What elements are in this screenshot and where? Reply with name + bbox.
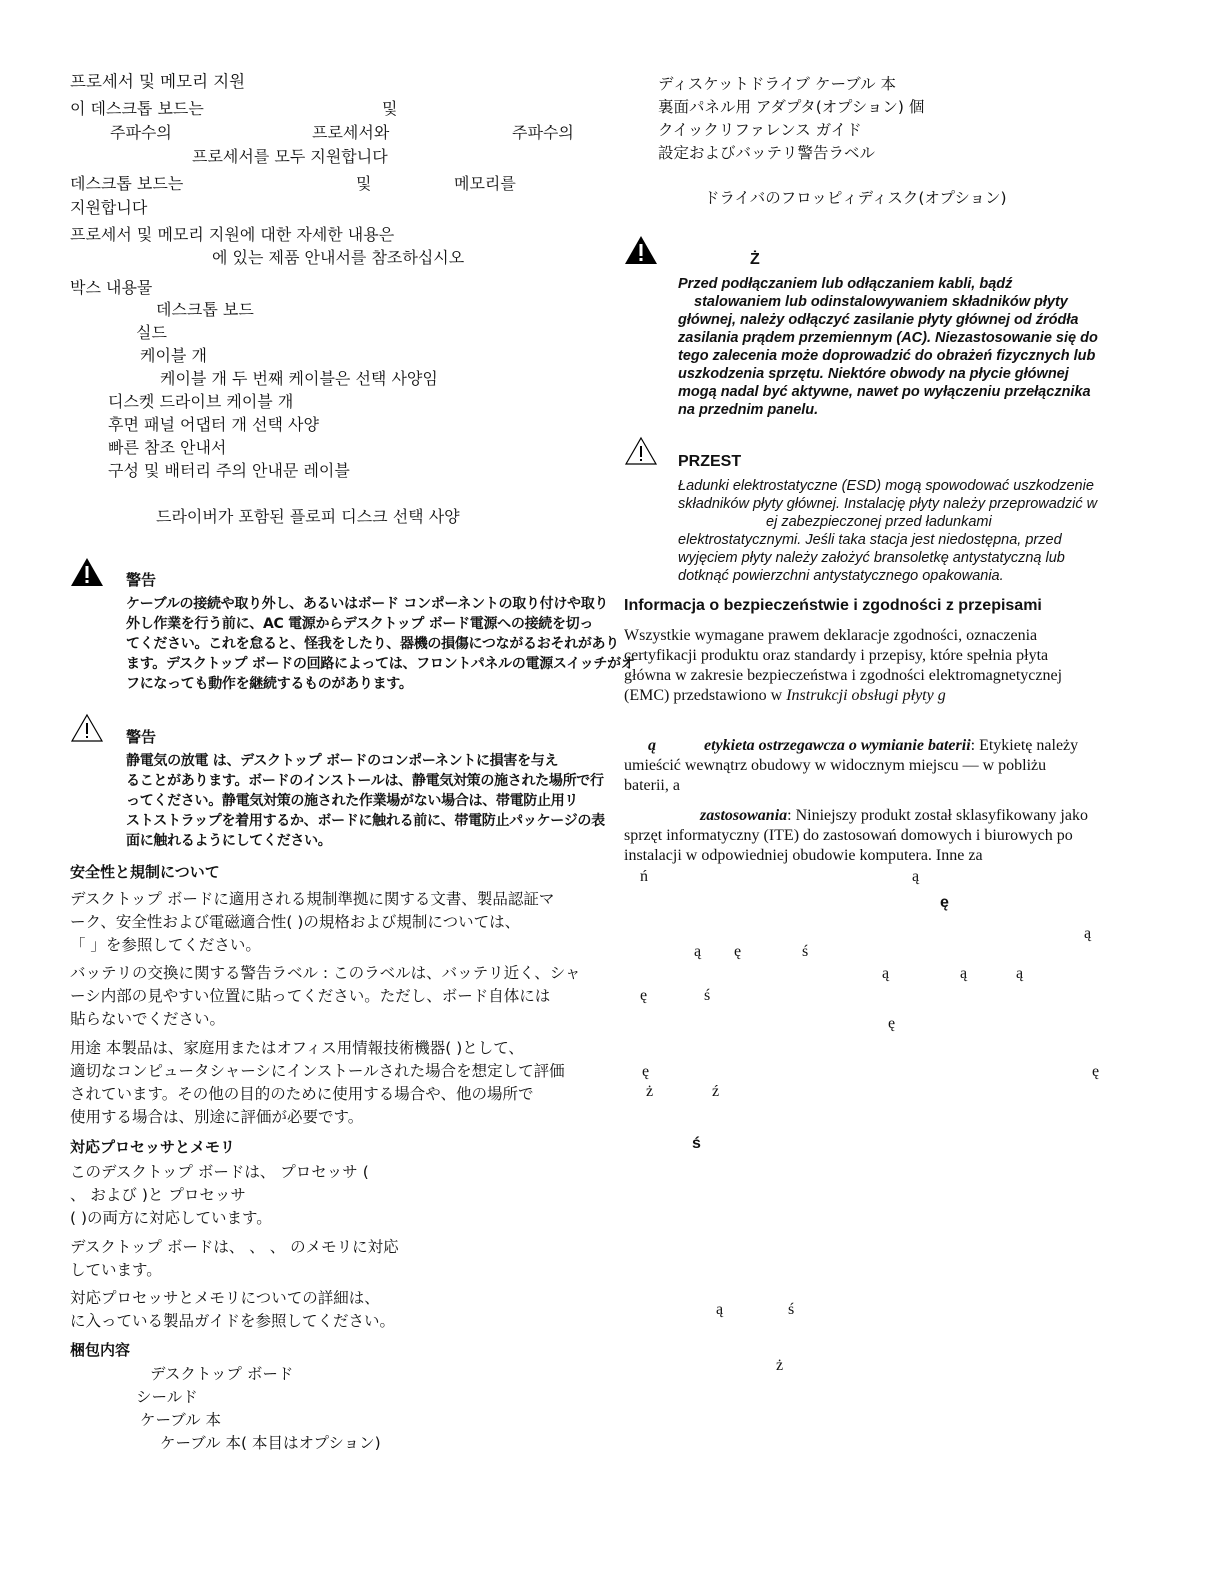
pl-warning-text: Przed podłączaniem lub odłączaniem kabli, bądź — [678, 276, 1013, 292]
warning-filled-icon — [624, 235, 658, 265]
pl-warning-text: na przednim panelu. — [678, 402, 819, 418]
pl-text: certyfikacji produktu oraz standardy i przepisy, które spełnia płyta — [624, 647, 1049, 664]
list-item: 드라이버가 포함된 플로피 디스크 선택 사양 — [156, 507, 460, 526]
pl-safety-heading: Informacja o bezpieczeństwie i zgodności z przepisami — [624, 597, 1042, 614]
pl-warning-text: zasilania prądem przemiennym (AC). Niezastosowanie się do — [678, 330, 1098, 346]
list-item: デスクトップ ボード — [150, 1365, 294, 1383]
jp-cpu-heading: 対応プロセッサとメモリ — [70, 1138, 236, 1156]
pl-fragment: ę — [734, 943, 742, 960]
pl-text-part: (EMC) przedstawiono w — [624, 687, 787, 704]
list-item: ディスケットドライブ ケーブル 本 — [658, 75, 897, 93]
pl-fragment: ę — [1092, 1063, 1100, 1080]
jp-text: 「 」を参照してください。 — [70, 936, 261, 954]
ko-box-heading: 박스 내용물 — [70, 278, 153, 297]
pl-caution-text: ej zabezpieczonej przed ładunkami — [766, 514, 992, 530]
ko-text: 메모리를 — [454, 174, 516, 193]
jp-box-heading: 梱包内容 — [70, 1341, 131, 1359]
ko-text: 에 있는 제품 안내서를 참조하십시오 — [212, 248, 465, 267]
jp-text: デスクトップ ボードは、 、 、 のメモリに対応 — [70, 1238, 399, 1256]
jp-warning-text: ます。デスクトップ ボードの回路によっては、フロントパネルの電源スイッチがオ — [126, 656, 635, 672]
pl-text — [624, 686, 946, 706]
ko-text: 주파수의 — [512, 123, 574, 142]
jp-caution-text: 静電気の放電 は、デスクトップ ボードのコンポーネントに損害を与え — [126, 753, 559, 769]
pl-fragment: ś — [704, 987, 711, 1004]
pl-fragment: ś — [692, 1135, 701, 1152]
pl-text: główna w zakresie bezpieczeństwa i zgodności elektromagnetycznej — [624, 667, 1063, 684]
list-item: ケーブル 本( 本目はオプション) — [160, 1434, 381, 1452]
list-item: 設定およびバッテリ警告ラベル — [658, 144, 876, 162]
jp-caution-text: ストストラップを着用するか、ボードに触れる前に、帯電防止パッケージの表 — [126, 813, 605, 829]
warning-filled-icon — [70, 557, 104, 587]
pl-fragment: ą — [694, 943, 702, 960]
jp-text: しています。 — [70, 1261, 162, 1279]
ko-processor-heading: 프로세서 및 메모리 지원 — [70, 72, 246, 91]
list-item: 후면 패널 어댑터 개 선택 사양 — [108, 415, 319, 434]
list-item: シールド — [136, 1388, 198, 1406]
pl-caution-title: PRZEST — [678, 453, 742, 470]
jp-warning-title: 警告 — [126, 571, 157, 589]
list-item: ドライバのフロッピィディスク(オプション) — [704, 189, 1007, 207]
pl-battery-label: etykieta ostrzegawcza o wymianie baterii — [704, 737, 971, 754]
pl-fragment: ż — [776, 1357, 784, 1374]
pl-warning-text: mogą nadal być aktywne, nawet po wyłączeniu przełącznika — [678, 384, 1091, 400]
pl-fragment: ś — [802, 943, 809, 960]
ko-text: 프로세서 및 메모리 지원에 대한 자세한 내용은 — [70, 225, 395, 244]
jp-text: に入っている製品ガイドを参照してください。 — [70, 1312, 396, 1330]
jp-warning-text: 外し作業を行う前に、AC 電源からデスクトップ ボード電源への接続を切っ — [126, 616, 594, 632]
list-item: 빠른 참조 안내서 — [108, 438, 227, 457]
pl-fragment: ą — [960, 965, 968, 982]
pl-caution-text: wyjęciem płyty należy założyć bransoletkę antystatyczną lub — [678, 550, 1065, 566]
jp-text: デスクトップ ボードに適用される規制準拠に関する文書、製品認証マ — [70, 890, 555, 908]
pl-fragment: ą — [912, 868, 920, 885]
list-item: ケーブル 本 — [140, 1411, 222, 1429]
ko-text: 프로세서와 — [312, 123, 390, 142]
jp-caution-text: ってください。静電気対策の施された作業場がない場合は、帯電防止用リ — [126, 793, 579, 809]
list-item: 구성 및 배터리 주의 안내문 레이블 — [108, 461, 350, 480]
caution-outline-icon — [70, 713, 104, 743]
list-item: 실드 — [136, 323, 167, 342]
ko-text: 주파수의 — [110, 123, 172, 142]
pl-text: sprzęt informatyczny (ITE) do zastosowań domowych i biurowych po — [624, 827, 1073, 844]
jp-warning-text: てください。これを怠ると、怪我をしたり、器機の損傷につながるおそれがあり — [126, 636, 619, 652]
ko-text: 지원합니다 — [70, 198, 148, 217]
list-item: 디스켓 드라이브 케이블 개 — [108, 392, 294, 411]
pl-text-part: : Niniejszy produkt został sklasyfikowany jako — [787, 807, 1088, 824]
pl-caution-text: składników płyty głównej. Instalację płyty należy przeprowadzić w — [678, 496, 1098, 512]
jp-text: 使用する場合は、別途に評価が必要です。 — [70, 1108, 364, 1126]
jp-text: ( )の両方に対応しています。 — [70, 1209, 272, 1227]
pl-fragment: ą — [882, 965, 890, 982]
pl-text: baterii, a — [624, 777, 680, 794]
jp-text: 貼らないでください。 — [70, 1010, 226, 1028]
jp-caution-text: 面に触れるようにしてください。 — [126, 833, 332, 849]
pl-caution-text: elektrostatycznymi. Jeśli taka stacja jest niedostępna, przed — [678, 532, 1062, 548]
list-item: 데스크톱 보드 — [156, 300, 254, 319]
pl-fragment: ź — [712, 1083, 720, 1100]
jp-warning-text: ケーブルの接続や取り外し、あるいはボード コンポーネントの取り付けや取り — [126, 596, 609, 612]
pl-warning-text: uszkodzenia sprzętu. Niektóre obwody na płycie głównej — [678, 366, 1069, 382]
pl-warning-text: tego zalecenia może doprowadzić do obrażeń fizycznych lub — [678, 348, 1096, 364]
jp-caution-text: ることがあります。ボードのインストールは、静電気対策の施された場所で行 — [126, 773, 604, 789]
jp-text: バッテリの交換に関する警告ラベル : このラベルは、バッテリ近く、シャ — [70, 964, 581, 982]
pl-fragment: ż — [646, 1083, 654, 1100]
jp-text: 用途 本製品は、家庭用またはオフィス用情報技術機器( )として、 — [70, 1039, 524, 1057]
jp-text: 対応プロセッサとメモリについての詳細は、 — [70, 1289, 380, 1307]
ko-text: 및 — [356, 174, 372, 193]
pl-text: instalacji w odpowiedniej obudowie komputera. Inne za — [624, 847, 983, 864]
pl-fragment: ą — [648, 737, 656, 754]
ko-text: 프로세서를 모두 지원합니다 — [192, 147, 388, 166]
pl-text: Wszystkie wymagane prawem deklaracje zgodności, oznaczenia — [624, 627, 1038, 644]
pl-warning-title: Ż — [750, 251, 760, 268]
pl-fragment: ń — [640, 868, 648, 885]
pl-fragment: ś — [788, 1301, 795, 1318]
jp-text: このデスクトップ ボードは、 プロセッサ ( — [70, 1163, 369, 1181]
ko-text: 및 — [382, 99, 398, 118]
list-item: 裏面パネル用 アダプタ(オプション) 個 — [658, 98, 925, 116]
jp-caution-title: 警告 — [126, 728, 157, 746]
pl-text: umieścić wewnątrz obudowy w widocznym miejscu — w pobliżu — [624, 757, 1047, 774]
pl-caution-text: dotknąć powierzchni antystatycznego opakowania. — [678, 568, 1004, 584]
pl-text-italic: Instrukcji obsługi płyty g — [786, 687, 946, 704]
pl-fragment: ę — [940, 894, 949, 911]
pl-fragment: ą — [1084, 925, 1092, 942]
list-item: 케이블 개 — [140, 346, 207, 365]
jp-text: ーク、安全性および電磁適合性( )の規格および規制については、 — [70, 913, 521, 931]
list-item: 케이블 개 두 번째 케이블은 선택 사양임 — [160, 369, 438, 388]
pl-fragment: ą — [716, 1301, 724, 1318]
pl-text — [700, 806, 1088, 826]
pl-caution-text: Ładunki elektrostatyczne (ESD) mogą spowodować uszkodzenie — [678, 478, 1094, 494]
pl-text-part: : Etykietę należy — [970, 737, 1079, 754]
jp-text: ーシ内部の見やすい位置に貼ってください。ただし、ボード自体には — [70, 987, 551, 1005]
pl-fragment: ą — [1016, 965, 1024, 982]
pl-use-label: zastosowania — [700, 807, 788, 824]
jp-safety-heading: 安全性と規制について — [70, 863, 220, 881]
pl-warning-text: głównej, należy odłączyć zasilanie płyty głównej od źródła — [678, 312, 1079, 328]
pl-text — [704, 736, 1078, 756]
list-item: クイックリファレンス ガイド — [658, 121, 862, 139]
jp-text: されています。その他の目的のために使用する場合や、他の場所で — [70, 1085, 534, 1103]
pl-fragment: ę — [640, 987, 648, 1004]
pl-fragment: ę — [888, 1015, 896, 1032]
ko-text: 이 데스크톱 보드는 — [70, 99, 204, 118]
jp-text: 、 および )と プロセッサ — [70, 1186, 246, 1204]
ko-text: 데스크톱 보드는 — [70, 174, 184, 193]
pl-fragment: ę — [642, 1063, 650, 1080]
jp-text: 適切なコンピュータシャーシにインストールされた場合を想定して評価 — [70, 1062, 565, 1080]
caution-outline-icon — [624, 436, 658, 466]
jp-warning-text: フになっても動作を継続するものがあります。 — [126, 676, 413, 692]
pl-warning-text: stalowaniem lub odinstalowywaniem składników płyty — [694, 294, 1068, 310]
